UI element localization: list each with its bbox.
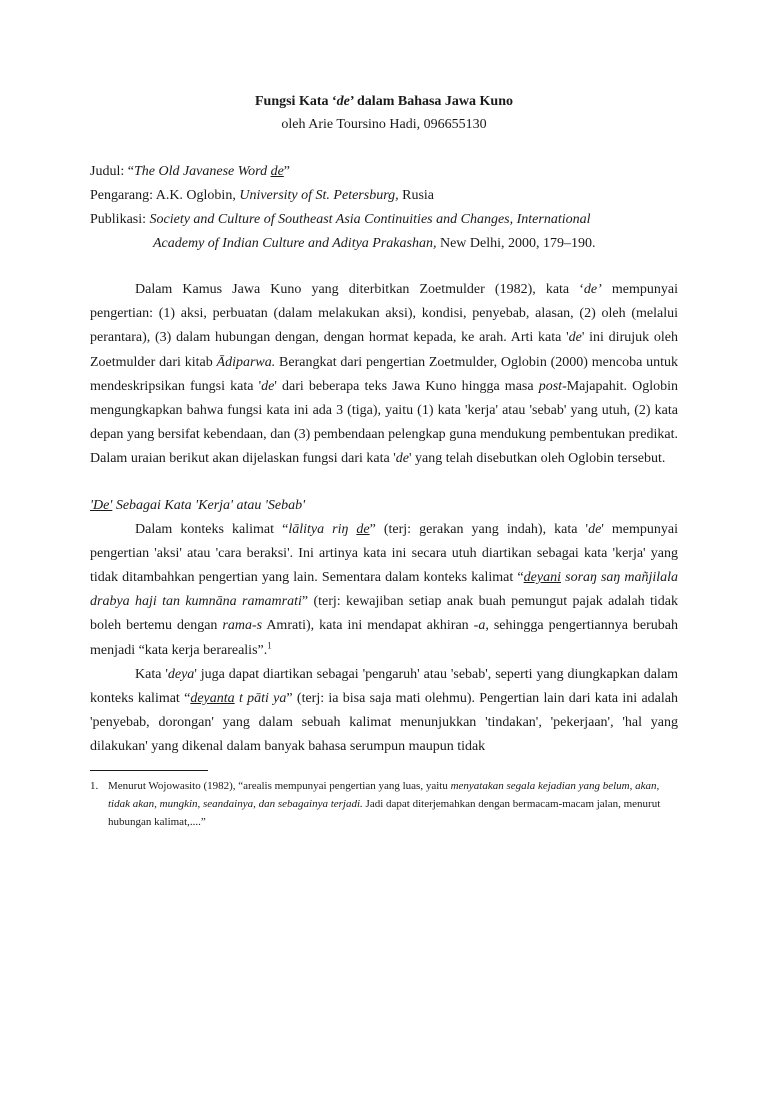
- intro-paragraph: Dalam Kamus Jawa Kuno yang diterbitkan Zoetmulder (1982), kata ‘de’ mempunyai pengertian: (1) aksi, perbuatan (dalam melakukan aksi), kondisi, penyebab, alasan, (2) oleh (melalui perantara), (3) dalam hubungan dengan, dengan hormat kepada, ke arah. Arti kata 'de' ini dirujuk oleh Zoetmulder dari kitab Ādiparwa. Berangkat dari pengertian Zoetmulder, Oglobin (2000) mencoba untuk mendeskripsikan fungsi kata 'de' dari beberapa teks Jawa Kuno hingga masa post-Majapahit. Oglobin mengungkapkan bahwa fungsi kata ini ada 3 (tiga), yaitu (1) kata 'kerja' atau 'sebab' yang utuh, (2) kata depan yang bersifat kebendaan, dan (3) pembendaan pelengkap guna mendukung pembentukan predikat. Dalam uraian berikut akan dijelaskan fungsi dari kata 'de' yang telah disebutkan oleh Oglobin tersebut.: [90, 282, 679, 467]
- footnote-ref[interactable]: 1: [267, 639, 272, 650]
- publikasi-line-2: Academy of Indian Culture and Aditya Prakashan, New Delhi, 2000, 179–190.: [153, 236, 596, 251]
- footnote-number: 1.: [90, 779, 99, 792]
- document-page: [0, 93, 768, 1117]
- footnote-divider: [90, 770, 208, 771]
- judul-line: Judul: “The Old Javanese Word de”: [90, 164, 290, 179]
- bibliography-block: [90, 160, 678, 256]
- document-title: [90, 93, 678, 111]
- title-text-end: ’ dalam Bahasa Jawa Kuno: [349, 94, 513, 109]
- title-word: de: [336, 94, 350, 109]
- publikasi-line: Publikasi: Society and Culture of Southeast Asia Continuities and Changes, International: [90, 212, 591, 227]
- author-line: oleh Arie Toursino Hadi, 096655130: [281, 117, 487, 132]
- pengarang-line: Pengarang: A.K. Oglobin, University of St. Petersburg, Rusia: [90, 188, 435, 203]
- section-paragraph-2: Kata 'deya' juga dapat diartikan sebagai 'pengaruh' atau 'sebab', seperti yang diungkapkan dalam konteks kalimat “deyanta t pāti ya” (terj: ia bisa saja mati olehmu). Pengertian lain dari kata ini adalah 'penyebab, dorongan' yang dalam sebuah kalimat menunjukkan 'tindakan', 'pekerjaan', 'hal yang dilakukan' yang dikenal dalam banyak bahasa serumpun maupun tidak: [90, 666, 678, 755]
- footnote-text: Menurut Wojowasito (1982), “arealis mempunyai pengertian yang luas, yaitu menyatakan segala kejadian yang belum, akan, tidak akan, mungkin, seandainya, dan sebagainya terjadi. Jadi dapat diterjemahkan dengan bermacam-macam jalan, menurut hubungan kalimat,....”: [108, 779, 661, 828]
- section-heading: 'De' Sebagai Kata 'Kerja' atau 'Sebab': [90, 497, 306, 513]
- title-text: Fungsi Kata ‘: [254, 94, 337, 109]
- footnote: [90, 777, 678, 831]
- section-paragraph-1: Dalam konteks kalimat “lālitya riŋ de” (terj: gerakan yang indah), kata 'de' mempunyai pengertian 'aksi' atau 'cara beraksi'. Ini artinya kata ini secara utuh diartikan sebagai kata 'kerja' yang tidak ditambahkan pengertian yang lain. Sementara dalam konteks kalimat “deyani soraŋ saŋ mañjilala drabya haji tan kumnāna ramamrati” (terj: kewajiban setiap anak buah pemungut pajak adalah tidak boleh bertemu dengan rama-s Amrati), kata ini mendapat akhiran -a, sehingga pengertiannya berubah menjadi “kata kerja berarealis”.$^1$: [90, 521, 679, 658]
